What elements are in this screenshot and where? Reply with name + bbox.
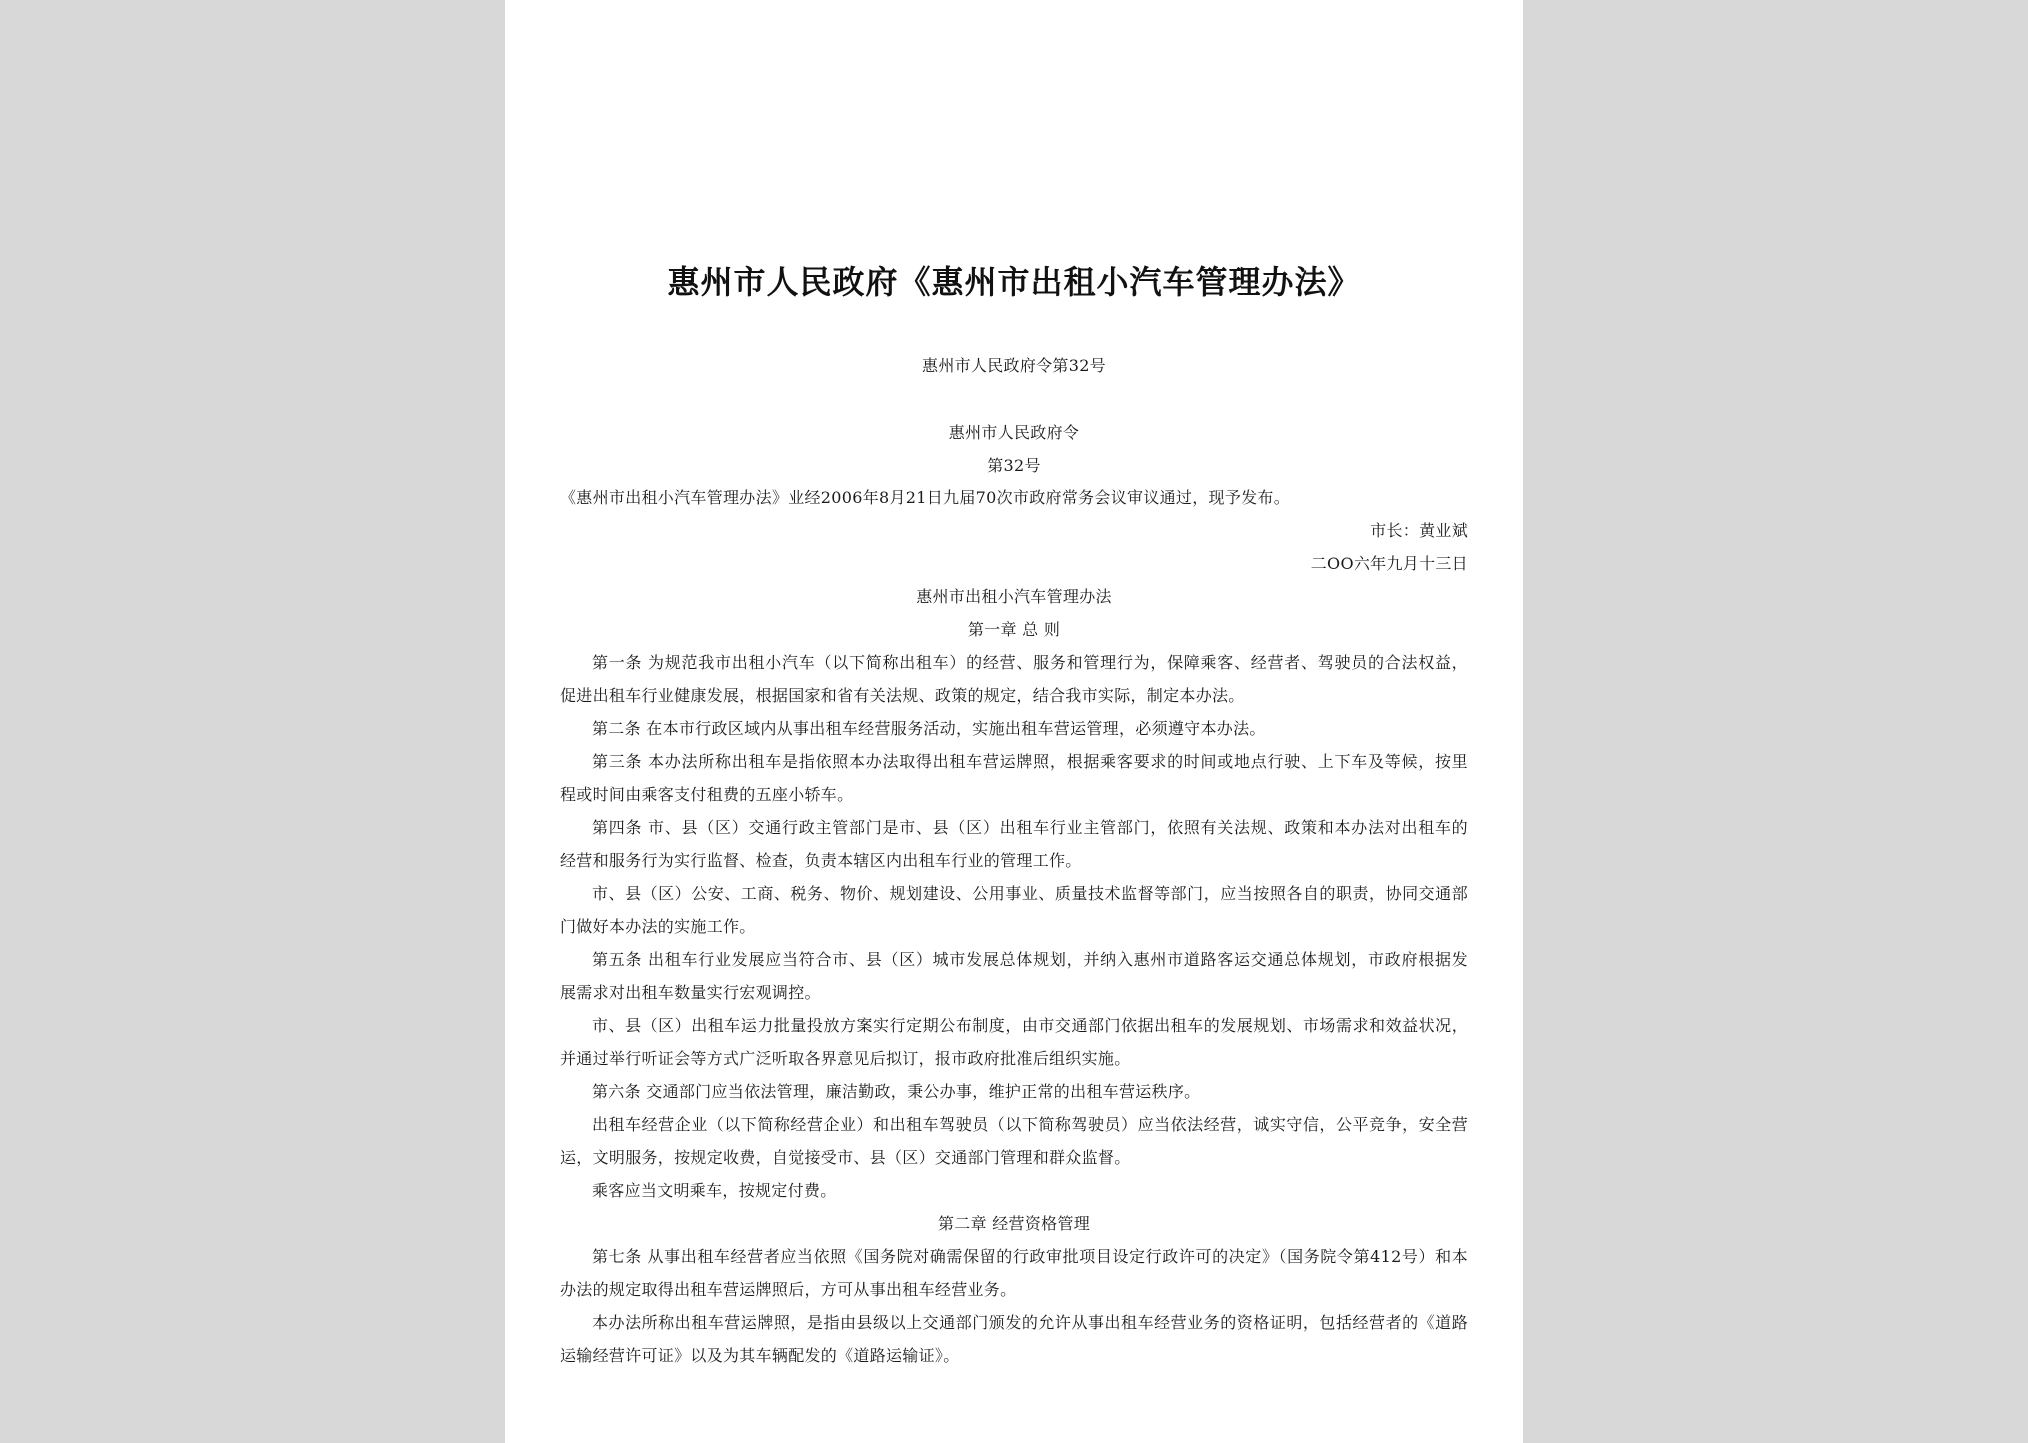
document-page — [505, 0, 1523, 1443]
signature: 市长：黄业斌 — [1370, 521, 1468, 540]
paragraph-line: 程或时间由乘客支付租费的五座小轿车。 — [560, 785, 854, 804]
paragraph-line: 第一条 为规范我市出租小汽车（以下简称出租车）的经营、服务和管理行为，保障乘客、经营者、驾驶员的合法权益， — [592, 653, 1468, 672]
paragraph-line: 乘客应当文明乘车，按规定付费。 — [592, 1181, 837, 1200]
chapter-heading: 第二章 经营资格管理 — [937, 1214, 1091, 1233]
paragraph-line: 第六条 交通部门应当依法管理，廉洁勤政，秉公办事，维护正常的出租车营运秩序。 — [592, 1082, 1201, 1101]
paragraph-line: 展需求对出租车数量实行宏观调控。 — [560, 983, 821, 1002]
paragraph-line: 第三条 本办法所称出租车是指依照本办法取得出租车营运牌照，根据乘客要求的时间或地点行驶、上下车及等候，按里 — [592, 752, 1468, 771]
paragraph-line: 运，文明服务，按规定收费，自觉接受市、县（区）交通部门管理和群众监督。 — [560, 1148, 1131, 1167]
paragraph-line: 市、县（区）公安、工商、税务、物价、规划建设、公用事业、质量技术监督等部门，应当按照各自的职责，协同交通部 — [592, 884, 1468, 903]
issuer-line: 惠州市人民政府令 — [948, 423, 1080, 442]
paragraph-line: 促进出租车行业健康发展，根据国家和省有关法规、政策的规定，结合我市实际，制定本办法。 — [560, 686, 1245, 705]
issue-date: 二OO六年九月十三日 — [1310, 554, 1468, 573]
paragraph-line: 办法的规定取得出租车营运牌照后，方可从事出租车经营业务。 — [560, 1280, 1017, 1299]
paragraph-line: 第五条 出租车行业发展应当符合市、县（区）城市发展总体规划，并纳入惠州市道路客运交通总体规划，市政府根据发 — [592, 950, 1468, 969]
paragraph-line: 运输经营许可证》以及为其车辆配发的《道路运输证》。 — [560, 1346, 960, 1365]
chapter-heading: 第一章 总 则 — [967, 620, 1061, 639]
order-number: 第32号 — [987, 456, 1041, 475]
order-reference: 惠州市人民政府令第32号 — [922, 356, 1106, 375]
intro-paragraph: 《惠州市出租小汽车管理办法》业经2006年8月21日九届70次市政府常务会议审议通过，现予发布。 — [560, 488, 1291, 507]
paragraph-line: 本办法所称出租车营运牌照，是指由县级以上交通部门颁发的允许从事出租车经营业务的资格证明，包括经营者的《道路 — [592, 1313, 1468, 1332]
paragraph-line: 第七条 从事出租车经营者应当依照《国务院对确需保留的行政审批项目设定行政许可的决定》（国务院令第412号）和本 — [592, 1247, 1468, 1266]
paragraph-line: 并通过举行听证会等方式广泛听取各界意见后拟订，报市政府批准后组织实施。 — [560, 1049, 1131, 1068]
paragraph-line: 第四条 市、县（区）交通行政主管部门是市、县（区）出租车行业主管部门，依照有关法规、政策和本办法对出租车的 — [592, 818, 1468, 837]
law-title: 惠州市出租小汽车管理办法 — [916, 587, 1112, 606]
paragraph-line: 第二条 在本市行政区域内从事出租车经营服务活动，实施出租车营运管理，必须遵守本办法。 — [592, 719, 1266, 738]
paragraph-line: 经营和服务行为实行监督、检查，负责本辖区内出租车行业的管理工作。 — [560, 851, 1082, 870]
document-title: 惠州市人民政府《惠州市出租小汽车管理办法》 — [667, 263, 1361, 301]
paragraph-line: 市、县（区）出租车运力批量投放方案实行定期公布制度，由市交通部门依据出租车的发展规划、市场需求和效益状况， — [592, 1016, 1468, 1035]
paragraph-line: 门做好本办法的实施工作。 — [560, 917, 756, 936]
paragraph-line: 出租车经营企业（以下简称经营企业）和出租车驾驶员（以下简称驾驶员）应当依法经营，诚实守信，公平竞争，安全营 — [592, 1115, 1468, 1134]
